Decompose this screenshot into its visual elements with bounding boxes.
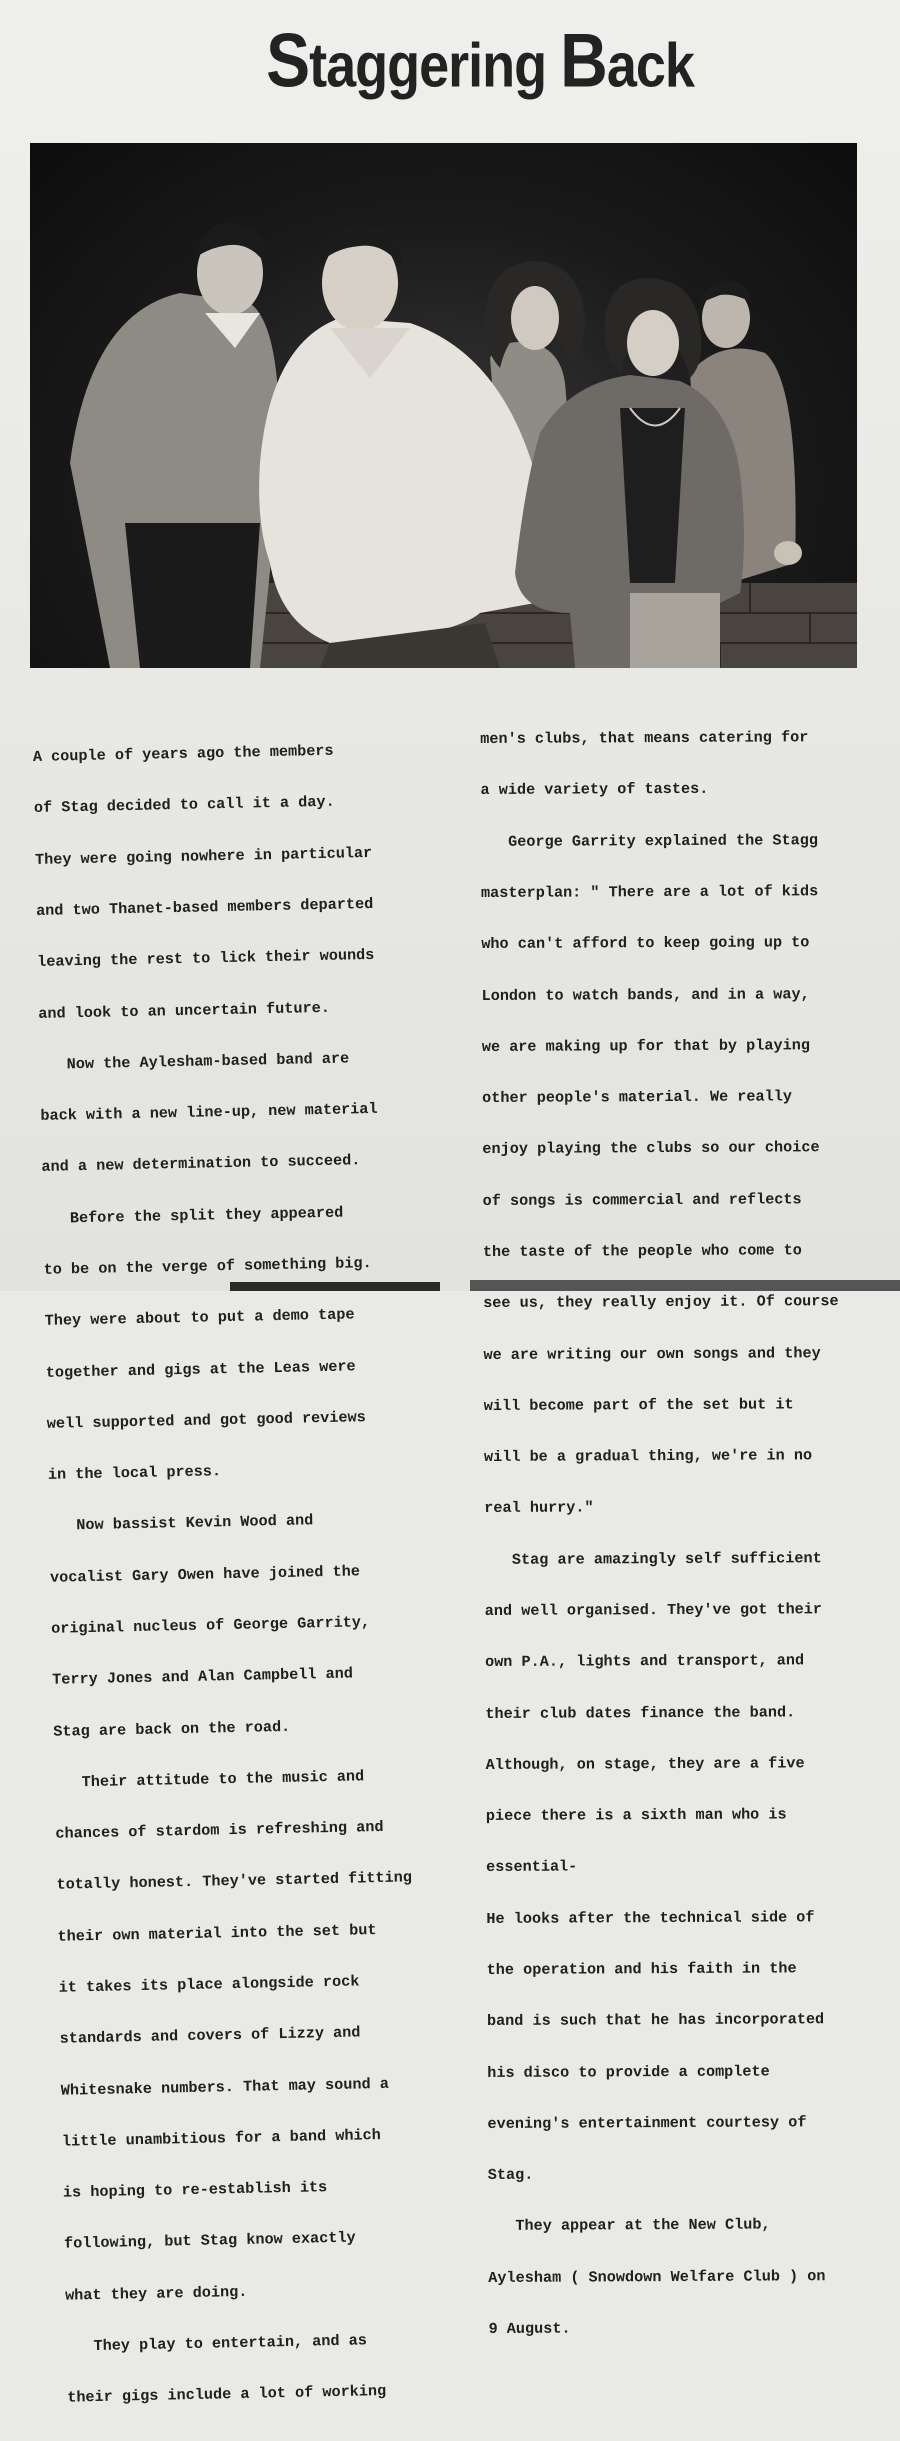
left-line: chances of stardom is refreshing and (55, 1817, 384, 1843)
right-line: enjoy playing the clubs so our choice (482, 1138, 820, 1159)
left-line: together and gigs at the Leas were (45, 1356, 356, 1382)
left-line: is hoping to re-establish its (62, 2178, 328, 2202)
right-line: will be a gradual thing, we're in no (483, 1446, 813, 1467)
left-line: little unambitious for a band which (61, 2125, 381, 2151)
right-line: the taste of the people who come to (482, 1241, 802, 1261)
left-line: back with a new line-up, new material (40, 1100, 378, 1126)
right-line: London to watch bands, and in a way, (481, 984, 810, 1005)
left-line: what they are doing. (64, 2282, 248, 2305)
right-line: their club dates finance the band. (485, 1702, 796, 1723)
left-line: leaving the rest to lick their wounds (36, 946, 375, 972)
article-column-left (32, 706, 488, 2441)
headline-word-1-rest: taggering (309, 31, 547, 101)
left-line: vocalist Gary Owen have joined the (49, 1562, 361, 1587)
left-line: A couple of years ago the members (32, 741, 334, 767)
right-line: George Garrity explained the Stagg (480, 830, 819, 851)
left-line: of Stag decided to call it a day. (33, 793, 335, 818)
left-line: They play to entertain, and as (65, 2331, 368, 2356)
left-line: Stag are back on the road. (53, 1717, 291, 1741)
left-line: and a new determination to succeed. (41, 1151, 361, 1177)
left-line: well supported and got good reviews (46, 1408, 366, 1433)
page-edge-shadow-left (230, 1282, 440, 1291)
right-line: of songs is commercial and reflects (482, 1190, 802, 1210)
left-line: standards and covers of Lizzy and (59, 2023, 361, 2048)
right-line: essential- (486, 1857, 578, 1877)
left-line: totally honest. They've started fitting (56, 1868, 413, 1895)
right-line: Aylesham ( Snowdown Welfare Club ) on (488, 2266, 826, 2287)
left-line: and two Thanet-based members departed (35, 894, 374, 920)
right-line: his disco to provide a complete (487, 2062, 770, 2082)
right-line: own P.A., lights and transport, and (485, 1651, 805, 1672)
left-line: following, but Stag know exactly (63, 2228, 356, 2254)
left-line: their own material into the set but (57, 1920, 377, 1946)
left-line: Now the Aylesham-based band are (39, 1049, 350, 1074)
page-edge-shadow-bottom (470, 1280, 900, 1291)
headline-cap-b: B (560, 17, 607, 103)
right-line: we are making up for that by playing (481, 1036, 810, 1056)
article-headline (0, 16, 900, 103)
left-line: in the local press. (47, 1462, 222, 1484)
band-member-1 (70, 222, 279, 668)
right-line: Although, on stage, they are a five (485, 1754, 805, 1774)
right-line: other people's material. We really (482, 1087, 793, 1108)
right-line: who can't afford to keep going up to (481, 933, 810, 954)
right-line: piece there is a sixth man who is (485, 1805, 787, 1826)
left-line: original nucleus of George Garrity, (50, 1613, 371, 1638)
left-line: Whitesnake numbers. That may sound a (60, 2074, 390, 2100)
band-photo-illustration (30, 143, 857, 668)
left-line: They were about to put a demo tape (44, 1305, 355, 1331)
right-line: Stag are amazingly self sufficient (484, 1548, 822, 1569)
right-line: the operation and his faith in the (486, 1959, 797, 1979)
right-line: will become part of the set but it (483, 1395, 794, 1415)
band-photo (30, 143, 857, 668)
right-line: band is such that he has incorporated (486, 2010, 825, 2031)
left-line: it takes its place alongside rock (58, 1972, 360, 1997)
right-line: and well organised. They've got their (484, 1600, 823, 1620)
left-line: Terry Jones and Alan Campbell and (52, 1664, 354, 1690)
right-line: evening's entertainment courtesy of (487, 2113, 807, 2133)
right-line: see us, they really enjoy it. Of course (483, 1292, 839, 1313)
headline-cap-s: S (266, 17, 310, 103)
left-line: Now bassist Kevin Wood and (48, 1511, 314, 1536)
right-line: masterplan: " There are a lot of kids (480, 882, 819, 903)
right-line: real hurry." (484, 1498, 594, 1518)
right-line: Stag. (487, 2165, 534, 2185)
headline-word-2-rest: ack (606, 31, 694, 101)
right-line: He looks after the technical side of (486, 1907, 815, 1928)
article-column-right (480, 695, 899, 2372)
right-line: men's clubs, that means catering for (480, 728, 809, 749)
left-line: They were going nowhere in particular (34, 843, 373, 869)
right-line: 9 August. (488, 2319, 571, 2338)
right-line: we are writing our own songs and they (483, 1343, 821, 1364)
left-line: Their attitude to the music and (54, 1767, 365, 1792)
left-line: and look to an uncertain future. (38, 998, 331, 1023)
right-line: They appear at the New Club, (487, 2215, 771, 2236)
left-line: Before the split they appeared (42, 1203, 344, 1228)
right-line: a wide variety of tastes. (480, 780, 709, 800)
left-line: to be on the verge of something big. (43, 1254, 372, 1279)
left-line: their gigs include a lot of working (67, 2382, 387, 2407)
